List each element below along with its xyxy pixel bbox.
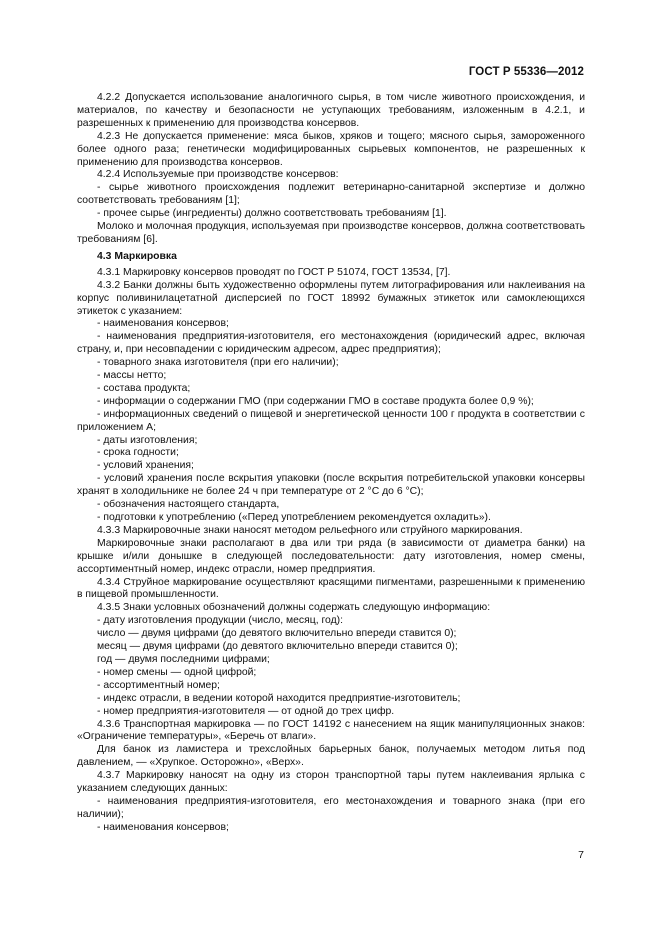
list-item: - прочее сырье (ингредиенты) должно соответствовать требованиям [1]. — [97, 208, 447, 220]
list-item: - массы нетто; — [97, 370, 167, 382]
list-item: - наименования предприятия-изготовителя, его местонахождения (юридический адрес, включая страну, и, при несовпадении с юридическим адресом, адрес предприятия); — [77, 331, 585, 356]
list-item: - информационных сведений о пищевой и энергетической ценности 100 г продукта в соответствии с приложением А; — [77, 408, 585, 433]
list-item: - ассортиментный номер; — [97, 679, 220, 691]
paragraph-4-3-3: 4.3.3 Маркировочные знаки наносят методом рельефного или струйного маркирования. — [97, 524, 523, 536]
paragraph-4-3-1: 4.3.1 Маркировку консервов проводят по ГОСТ Р 51074, ГОСТ 13534, [7]. — [97, 266, 451, 278]
list-item: месяц — двумя цифрами (до девятого включительно впереди ставится 0); — [97, 641, 458, 653]
paragraph-4-3-4: 4.3.4 Струйное маркирование осуществляют красящими пигментами, разрешенными к применению в пищевой промышленности. — [77, 576, 585, 601]
list-item: - сырье животного происхождения подлежит ветеринарно-санитарной экспертизе и должно соответствовать требованиям [1]; — [77, 182, 585, 207]
document-body — [77, 92, 585, 835]
list-item: - обозначения настоящего стандарта, — [97, 499, 280, 511]
document-header: ГОСТ Р 55336—2012 — [468, 66, 584, 78]
list-item: - условий хранения; — [97, 460, 194, 472]
paragraph-4-2-4: 4.2.4 Используемые при производстве консервов: — [97, 169, 339, 181]
section-heading-4-3: 4.3 Маркировка — [97, 250, 177, 262]
list-item: - наименования консервов; — [97, 821, 229, 833]
list-item: число — двумя цифрами (до девятого включительно впереди ставится 0); — [97, 628, 457, 640]
paragraph-4-3-2: 4.3.2 Банки должны быть художественно оформлены путем литографирования или наклеивания на корпус поливинилацетатной дисперсией по ГОСТ 18992 бумажных этикеток или самоклеющихся этикеток с указанием: — [77, 279, 585, 317]
paragraph-marking-rows: Маркировочные знаки располагают в два или три ряда (в зависимости от диаметра банки) на крышке и/или донышке в следующей последовательности: дату изготовления, номер смены, ассортиментный номер, индекс отрасли, номер предприятия. — [77, 537, 585, 575]
paragraph-lamister: Для банок из ламистера и трехслойных барьерных банок, получаемых методом литья под давлением, — «Хрупкое. Осторожно», «Верх». — [77, 744, 585, 769]
list-item: - наименования предприятия-изготовителя, его местонахождения и товарного знака (при его наличии); — [77, 795, 585, 820]
list-item: - индекс отрасли, в ведении которой находится предприятие-изготовитель; — [97, 692, 461, 704]
paragraph-4-3-5: 4.3.5 Знаки условных обозначений должны содержать следующую информацию: — [97, 602, 491, 614]
paragraph-4-3-6: 4.3.6 Транспортная маркировка — по ГОСТ 14192 с нанесением на ящик манипуляционных знаков: «Ограничение температуры», «Беречь от влаги». — [77, 718, 585, 743]
paragraph-milk: Молоко и молочная продукция, используемая при производстве консервов, должна соответствовать требованиям [6]. — [77, 221, 585, 245]
list-item: - информации о содержании ГМО (при содержании ГМО в составе продукта более 0,9 %); — [97, 395, 534, 407]
list-item: - товарного знака изготовителя (при его наличии); — [97, 357, 339, 369]
paragraph-4-2-3: 4.2.3 Не допускается применение: мяса быков, хряков и тощего; мясного сырья, замороженного более одного раза; генетически модифицированных сырьевых компонентов, не разрешенных к применению для производства консервов. — [77, 130, 585, 168]
list-item: - подготовки к употреблению («Перед употреблением рекомендуется охладить»). — [97, 512, 491, 523]
paragraph-4-2-2: 4.2.2 Допускается использование аналогичного сырья, в том числе животного происхождения, и материалов, по качеству и безопасности не уступающих требованиям, изложенным в 4.2.1, и разрешенных к применению для производства консервов. — [77, 92, 585, 129]
list-item: - состава продукта; — [97, 382, 191, 394]
list-item: - номер смены — одной цифрой; — [97, 666, 257, 678]
list-item: год — двумя последними цифрами; — [97, 653, 270, 665]
list-item: - дату изготовления продукции (число, месяц, год): — [97, 615, 343, 627]
list-item: - наименования консервов; — [97, 318, 229, 330]
paragraph-4-3-7: 4.3.7 Маркировку наносят на одну из сторон транспортной тары путем наклеивания ярлыка с указанием следующих данных: — [77, 770, 585, 795]
list-item: - условий хранения после вскрытия упаковки (после вскрытия потребительской упаковки консервы хранят в холодильнике не более 24 ч при температуре от 2 °С до 6 °С); — [77, 473, 585, 498]
list-item: - номер предприятия-изготовителя — от одной до трех цифр. — [97, 705, 395, 717]
page-number: 7 — [578, 849, 584, 861]
list-item: - даты изготовления; — [97, 434, 198, 446]
list-item: - срока годности; — [97, 447, 179, 459]
